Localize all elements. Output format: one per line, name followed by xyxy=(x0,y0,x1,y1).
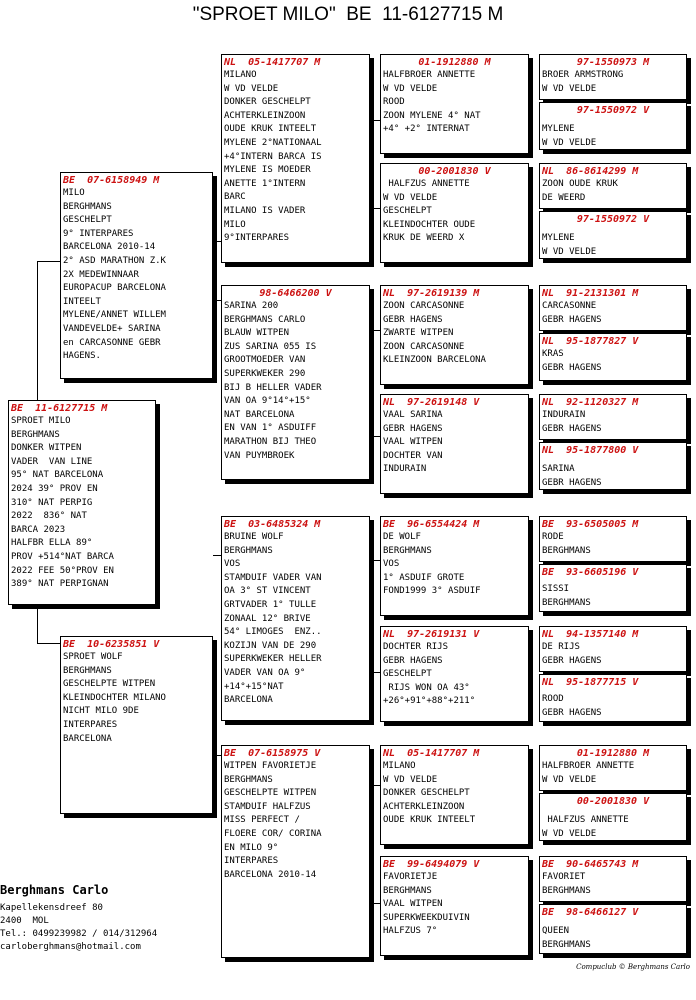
detail-line: +4°INTERN BARCA IS xyxy=(224,151,322,162)
detail-line: DONKER WITPEN xyxy=(11,443,82,454)
detail-line: W VD VELDE xyxy=(542,137,597,148)
detail-line: 2024 39° PROV EN xyxy=(11,483,98,494)
detail-line: HALFZUS ANNETTE xyxy=(542,815,629,825)
detail-line: MILO xyxy=(63,188,85,198)
detail-line: BERGHMANS xyxy=(224,545,273,556)
page-title: "SPROET MILO" BE 11-6127715 M xyxy=(192,4,504,25)
connector-line xyxy=(370,560,380,561)
detail-line: 2022 FEE 50°PROV EN xyxy=(11,565,114,576)
detail-line: BERGHMANS xyxy=(383,545,432,556)
detail-line: 95° NAT BARCELONA xyxy=(11,470,104,481)
detail-line: KLEINDOCHTER OUDE xyxy=(383,219,476,230)
detail-line: VAAL WITPEN xyxy=(383,437,443,448)
ring-number: NL 86-8614299 M xyxy=(542,166,639,177)
detail-line: WITPEN FAVORIETJE xyxy=(224,761,317,771)
g11-box[interactable] xyxy=(539,626,687,672)
detail-line: ACHTERKLEINZOON xyxy=(224,110,306,121)
ring-number: 97-1550972 V xyxy=(576,105,650,116)
detail-line: 9° INTERPARES xyxy=(63,228,134,239)
detail-line: PROV +514°NAT BARCA xyxy=(11,551,114,562)
detail-line: MYLENE IS MOEDER xyxy=(224,165,311,176)
detail-line: VANDEVELDE+ SARINA xyxy=(63,323,161,334)
detail-line: W VD VELDE xyxy=(542,83,597,94)
detail-line: BERGHMANS xyxy=(542,885,591,896)
detail-line: 1° ASDUIF GROTE xyxy=(383,572,465,583)
detail-line: ZOON OUDE KRUK xyxy=(542,179,618,189)
detail-line: GESCHELPT xyxy=(383,206,432,217)
owner-city: 2400 MOL xyxy=(0,916,49,926)
owner-name: Berghmans Carlo xyxy=(0,883,109,897)
connector-line xyxy=(370,785,380,786)
detail-line: VAAL WITPEN xyxy=(383,899,443,910)
detail-line: KOZIJN VAN DE 290 xyxy=(224,640,317,651)
detail-line: HALFZUS ANNETTE xyxy=(383,179,470,189)
detail-line: DE WOLF xyxy=(383,532,421,542)
detail-line: W VD VELDE xyxy=(542,246,597,257)
detail-line: 9°INTERPARES xyxy=(224,233,290,244)
owner-phone: Tel.: 0499239982 / 014/312964 xyxy=(0,929,158,939)
detail-line: ZWARTE WITPEN xyxy=(383,328,454,339)
detail-line: DE WEERD xyxy=(542,192,586,203)
detail-line: BLAUW WITPEN xyxy=(224,328,290,339)
detail-line: BARCELONA 2010-14 xyxy=(224,869,317,880)
ring-number: 97-1550973 M xyxy=(576,57,650,68)
ring-number: NL 05-1417707 M xyxy=(383,748,480,759)
g5-box[interactable] xyxy=(539,285,687,331)
detail-line: GEBR HAGENS xyxy=(542,477,602,488)
detail-line: ROOD xyxy=(542,694,564,704)
detail-line: +14°+15°NAT xyxy=(224,681,284,692)
ring-number: 97-1550972 V xyxy=(576,214,650,225)
detail-line: EUROPACUP BARCELONA xyxy=(63,283,166,294)
detail-line: BARCELONA xyxy=(63,733,112,744)
detail-line: BERGHMANS xyxy=(63,665,112,676)
credit-text: Compuclub © Berghmans Carlo xyxy=(576,963,690,971)
detail-line: NICHT MILO 9DE xyxy=(63,706,139,717)
detail-line: BERGHMANS CARLO xyxy=(224,314,306,325)
detail-line: VADER VAN LINE xyxy=(11,456,93,467)
ring-number: BE 10-6235851 V xyxy=(63,639,160,650)
connector-line xyxy=(213,300,221,301)
detail-line: 54° LIMOGES ENZ.. xyxy=(224,627,322,638)
detail-line: +26°+91°+88°+211° xyxy=(383,696,476,707)
connector-line xyxy=(370,208,380,209)
connector-line xyxy=(370,120,380,121)
g14-box[interactable] xyxy=(539,793,687,841)
g3-box[interactable] xyxy=(539,163,687,209)
g7-box[interactable] xyxy=(539,394,687,440)
mfm-box[interactable] xyxy=(380,626,529,722)
ring-number: 00-2001830 V xyxy=(576,796,650,807)
fmf-box[interactable] xyxy=(380,285,529,385)
detail-line: GESCHELPTE WITPEN xyxy=(224,788,317,799)
detail-line: DE RIJS xyxy=(542,642,580,652)
detail-line: EN VAN 1° ASDUIFF xyxy=(224,423,317,434)
detail-line: MILO xyxy=(224,219,246,230)
ring-number: BE 03-6485324 M xyxy=(224,519,321,530)
detail-line: OA 3° ST VINCENT xyxy=(224,586,311,597)
detail-line: VOS xyxy=(224,559,241,570)
detail-line: GEBR HAGENS xyxy=(383,314,443,325)
ring-number: BE 96-6554424 M xyxy=(383,519,480,530)
ring-number: BE 07-6158949 M xyxy=(63,175,160,186)
detail-line: W VD VELDE xyxy=(383,83,438,94)
ring-number: NL 97-2619131 V xyxy=(383,629,480,640)
detail-line: ROOD xyxy=(383,97,405,108)
ring-number: NL 95-1877800 V xyxy=(542,445,639,456)
detail-line: ANETTE 1°INTERN xyxy=(224,178,306,189)
detail-line: MYLENE xyxy=(542,233,575,243)
detail-line: 389° NAT PERPIGNAN xyxy=(11,579,109,590)
g15-box[interactable] xyxy=(539,856,687,902)
detail-line: VADER VAN OA 9° xyxy=(224,667,306,678)
detail-line: STAMDUIF VADER VAN xyxy=(224,572,322,583)
ff-box[interactable] xyxy=(221,54,370,263)
detail-line: ZOON MYLENE 4° NAT xyxy=(383,110,481,121)
g9-box[interactable] xyxy=(539,516,687,562)
detail-line: MILANO xyxy=(383,761,416,771)
detail-line: CARCASONNE xyxy=(542,301,597,311)
detail-line: DOCHTER RIJS xyxy=(383,642,449,652)
detail-line: MYLENE xyxy=(542,124,575,134)
connector-line xyxy=(370,330,380,331)
detail-line: MISS PERFECT / xyxy=(224,815,300,826)
ring-number: BE 90-6465743 M xyxy=(542,859,639,870)
detail-line: 2° ASD MARATHON Z.K xyxy=(63,255,166,266)
detail-line: VOS xyxy=(383,559,400,570)
ring-number: NL 05-1417707 M xyxy=(224,57,321,68)
connector-line xyxy=(213,241,221,242)
detail-line: GESCHELPT xyxy=(383,669,432,680)
ring-number: 00-2001830 V xyxy=(418,166,491,177)
detail-line: ZUS SARINA 055 IS xyxy=(224,341,317,352)
detail-line: MARATHON BIJ THEO xyxy=(224,436,317,447)
detail-line: INTERPARES xyxy=(224,856,279,867)
detail-line: ACHTERKLEINZOON xyxy=(383,801,465,812)
detail-line: SARINA xyxy=(542,464,575,474)
detail-line: W VD VELDE xyxy=(224,83,279,94)
detail-line: BARCA 2023 xyxy=(11,524,66,535)
detail-line: MYLENE/ANNET WILLEM xyxy=(63,310,166,321)
detail-line: GEBR HAGENS xyxy=(542,362,602,373)
mother-box[interactable] xyxy=(60,636,213,814)
detail-line: SUPERKWEEKDUIVIN xyxy=(383,912,470,923)
g12-box[interactable] xyxy=(539,674,687,722)
father-box[interactable] xyxy=(60,172,213,379)
detail-line: QUEEN xyxy=(542,926,570,936)
detail-line: DONKER GESCHELPT xyxy=(224,97,311,108)
detail-line: MYLENE 2°NATIONAAL xyxy=(224,137,322,148)
connector-line xyxy=(370,436,380,437)
detail-line: INTEELT xyxy=(63,296,101,307)
detail-line: BERGHMANS xyxy=(63,201,112,212)
ffm-box[interactable] xyxy=(380,163,529,263)
detail-line: VAN PUYMBROEK xyxy=(224,450,295,461)
ring-number: BE 98-6466127 V xyxy=(542,907,639,918)
fff-box[interactable] xyxy=(380,54,529,154)
connector-line xyxy=(37,261,60,262)
g16-box[interactable] xyxy=(539,904,687,954)
detail-line: GEBR HAGENS xyxy=(383,655,443,666)
fm-box[interactable] xyxy=(221,285,370,480)
detail-line: EN MILO 9° xyxy=(224,842,279,853)
ring-number: NL 97-2619148 V xyxy=(383,397,480,408)
detail-line: KLEINDOCHTER MILANO xyxy=(63,692,166,703)
g2-box[interactable] xyxy=(539,102,687,150)
detail-line: FOND1999 3° ASDUIF xyxy=(383,586,481,597)
owner-address: Kapellekensdreef 80 xyxy=(0,903,103,913)
connector-line xyxy=(370,672,380,673)
detail-line: GEBR HAGENS xyxy=(383,423,443,434)
connector-line xyxy=(37,261,38,400)
detail-line: INDURAIN xyxy=(542,410,586,420)
owner-email[interactable]: carloberghmans@hotmail.com xyxy=(0,942,141,952)
detail-line: RODE xyxy=(542,532,564,542)
detail-line: HALFZUS 7° xyxy=(383,926,438,937)
detail-line: GESCHELPTE WITPEN xyxy=(63,679,156,690)
detail-line: OUDE KRUK INTEELT xyxy=(383,815,476,826)
detail-line: HALFBR ELLA 89° xyxy=(11,538,93,549)
detail-line: 2X MEDEWINNAAR xyxy=(63,269,139,280)
detail-line: BROER ARMSTRONG xyxy=(542,70,624,80)
mf-box[interactable] xyxy=(221,516,370,721)
detail-line: MILANO IS VADER xyxy=(224,205,306,216)
ring-number: NL 95-1877715 V xyxy=(542,677,639,688)
detail-line: HALFBROER ANNETTE xyxy=(383,70,476,80)
detail-line: GEBR HAGENS xyxy=(542,314,602,325)
mmm-box[interactable] xyxy=(380,856,529,956)
detail-line: GESCHELPT xyxy=(63,215,112,226)
detail-line: FAVORIET xyxy=(542,872,586,882)
detail-line: SPROET WOLF xyxy=(63,652,123,662)
detail-line: FLOERE COR/ CORINA xyxy=(224,828,322,839)
detail-line: BARC xyxy=(224,192,246,203)
detail-line: SUPERKWEKER 290 xyxy=(224,368,306,379)
detail-line: KRAS xyxy=(542,349,564,359)
detail-line: ZOON CARCASONNE xyxy=(383,301,465,311)
detail-line: BARCELONA 2010-14 xyxy=(63,242,156,253)
detail-line: HAGENS. xyxy=(63,351,101,362)
g6-box[interactable] xyxy=(539,333,687,381)
ring-number: BE 07-6158975 V xyxy=(224,748,321,759)
detail-line: SUPERKWEKER HELLER xyxy=(224,654,322,665)
connector-line xyxy=(37,605,38,643)
subject-box[interactable] xyxy=(8,400,156,605)
g13-box[interactable] xyxy=(539,745,687,791)
detail-line: DONKER GESCHELPT xyxy=(383,788,470,799)
g8-box[interactable] xyxy=(539,442,687,490)
ring-number: NL 95-1877827 V xyxy=(542,336,639,347)
mmf-box[interactable] xyxy=(380,745,529,845)
connector-line xyxy=(37,643,60,644)
detail-line: NAT BARCELONA xyxy=(224,409,295,420)
detail-line: KLEINZOON BARCELONA xyxy=(383,355,486,366)
ring-number: NL 97-2619139 M xyxy=(383,288,480,299)
detail-line: BRUINE WOLF xyxy=(224,532,284,542)
ring-number: 01-1912880 M xyxy=(576,748,650,759)
detail-line: HALFBROER ANNETTE xyxy=(542,761,635,771)
detail-line: ZOON CARCASONNE xyxy=(383,341,465,352)
detail-line: STAMDUIF HALFZUS xyxy=(224,801,311,812)
detail-line: MILANO xyxy=(224,70,257,80)
ring-number: BE 93-6505005 M xyxy=(542,519,639,530)
ring-number: NL 94-1357140 M xyxy=(542,629,639,640)
detail-line: BERGHMANS xyxy=(542,545,591,556)
detail-line: OUDE KRUK INTEELT xyxy=(224,124,317,135)
detail-line: BERGHMANS xyxy=(11,429,60,440)
detail-line: ZONAAL 12° BRIVE xyxy=(224,613,311,624)
detail-line: VAN OA 9°14°+15° xyxy=(224,396,311,407)
detail-line: BERGHMANS xyxy=(542,939,591,950)
mff-box[interactable] xyxy=(380,516,529,616)
detail-line: VAAL SARINA xyxy=(383,410,443,420)
owner-info xyxy=(0,882,157,954)
detail-line: BARCELONA xyxy=(224,695,273,706)
detail-line: 2022 836° NAT xyxy=(11,511,87,522)
detail-line: GEBR HAGENS xyxy=(542,423,602,434)
ring-number: 98-6466200 V xyxy=(259,288,332,299)
detail-line: INDURAIN xyxy=(383,464,427,475)
fmm-box[interactable] xyxy=(380,394,529,494)
detail-line: BERGHMANS xyxy=(383,885,432,896)
detail-line: W VD VELDE xyxy=(383,774,438,785)
detail-line: +4° +2° INTERNAT xyxy=(383,124,470,135)
detail-line: SISSI xyxy=(542,584,570,594)
ring-number: BE 99-6494079 V xyxy=(383,859,480,870)
detail-line: SPROET MILO xyxy=(11,416,71,426)
detail-line: BERGHMANS xyxy=(542,597,591,608)
detail-line: GRTVADER 1° TULLE xyxy=(224,599,317,610)
detail-line: FAVORIETJE xyxy=(383,872,438,882)
detail-line: SARINA 200 xyxy=(224,301,279,311)
detail-line: GEBR HAGENS xyxy=(542,655,602,666)
detail-line: W VD VELDE xyxy=(542,774,597,785)
g1-box[interactable] xyxy=(539,54,687,100)
detail-line: KRUK DE WEERD X xyxy=(383,233,465,244)
ring-number: 01-1912880 M xyxy=(418,57,491,68)
ring-number: NL 92-1120327 M xyxy=(542,397,639,408)
ring-number: BE 93-6605196 V xyxy=(542,567,639,578)
detail-line: INTERPARES xyxy=(63,719,118,730)
connector-line xyxy=(370,903,380,904)
detail-line: GEBR HAGENS xyxy=(542,707,602,718)
mm-box[interactable] xyxy=(221,745,370,958)
ring-number: BE 11-6127715 M xyxy=(11,403,108,414)
g10-box[interactable] xyxy=(539,564,687,612)
detail-line: W VD VELDE xyxy=(542,828,597,839)
ring-number: NL 91-2131301 M xyxy=(542,288,639,299)
detail-line: W VD VELDE xyxy=(383,192,438,203)
connector-line xyxy=(213,755,221,756)
detail-line: RIJS WON OA 43° xyxy=(383,682,470,693)
g4-box[interactable] xyxy=(539,211,687,259)
detail-line: DOCHTER VAN xyxy=(383,450,443,461)
connector-line xyxy=(213,555,221,556)
detail-line: 310° NAT PERPIG xyxy=(11,497,93,508)
detail-line: BERGHMANS xyxy=(224,774,273,785)
detail-line: BIJ B HELLER VADER xyxy=(224,382,322,393)
detail-line: GROOTMOEDER VAN xyxy=(224,355,306,366)
detail-line: en CARCASONNE GEBR xyxy=(63,337,161,348)
